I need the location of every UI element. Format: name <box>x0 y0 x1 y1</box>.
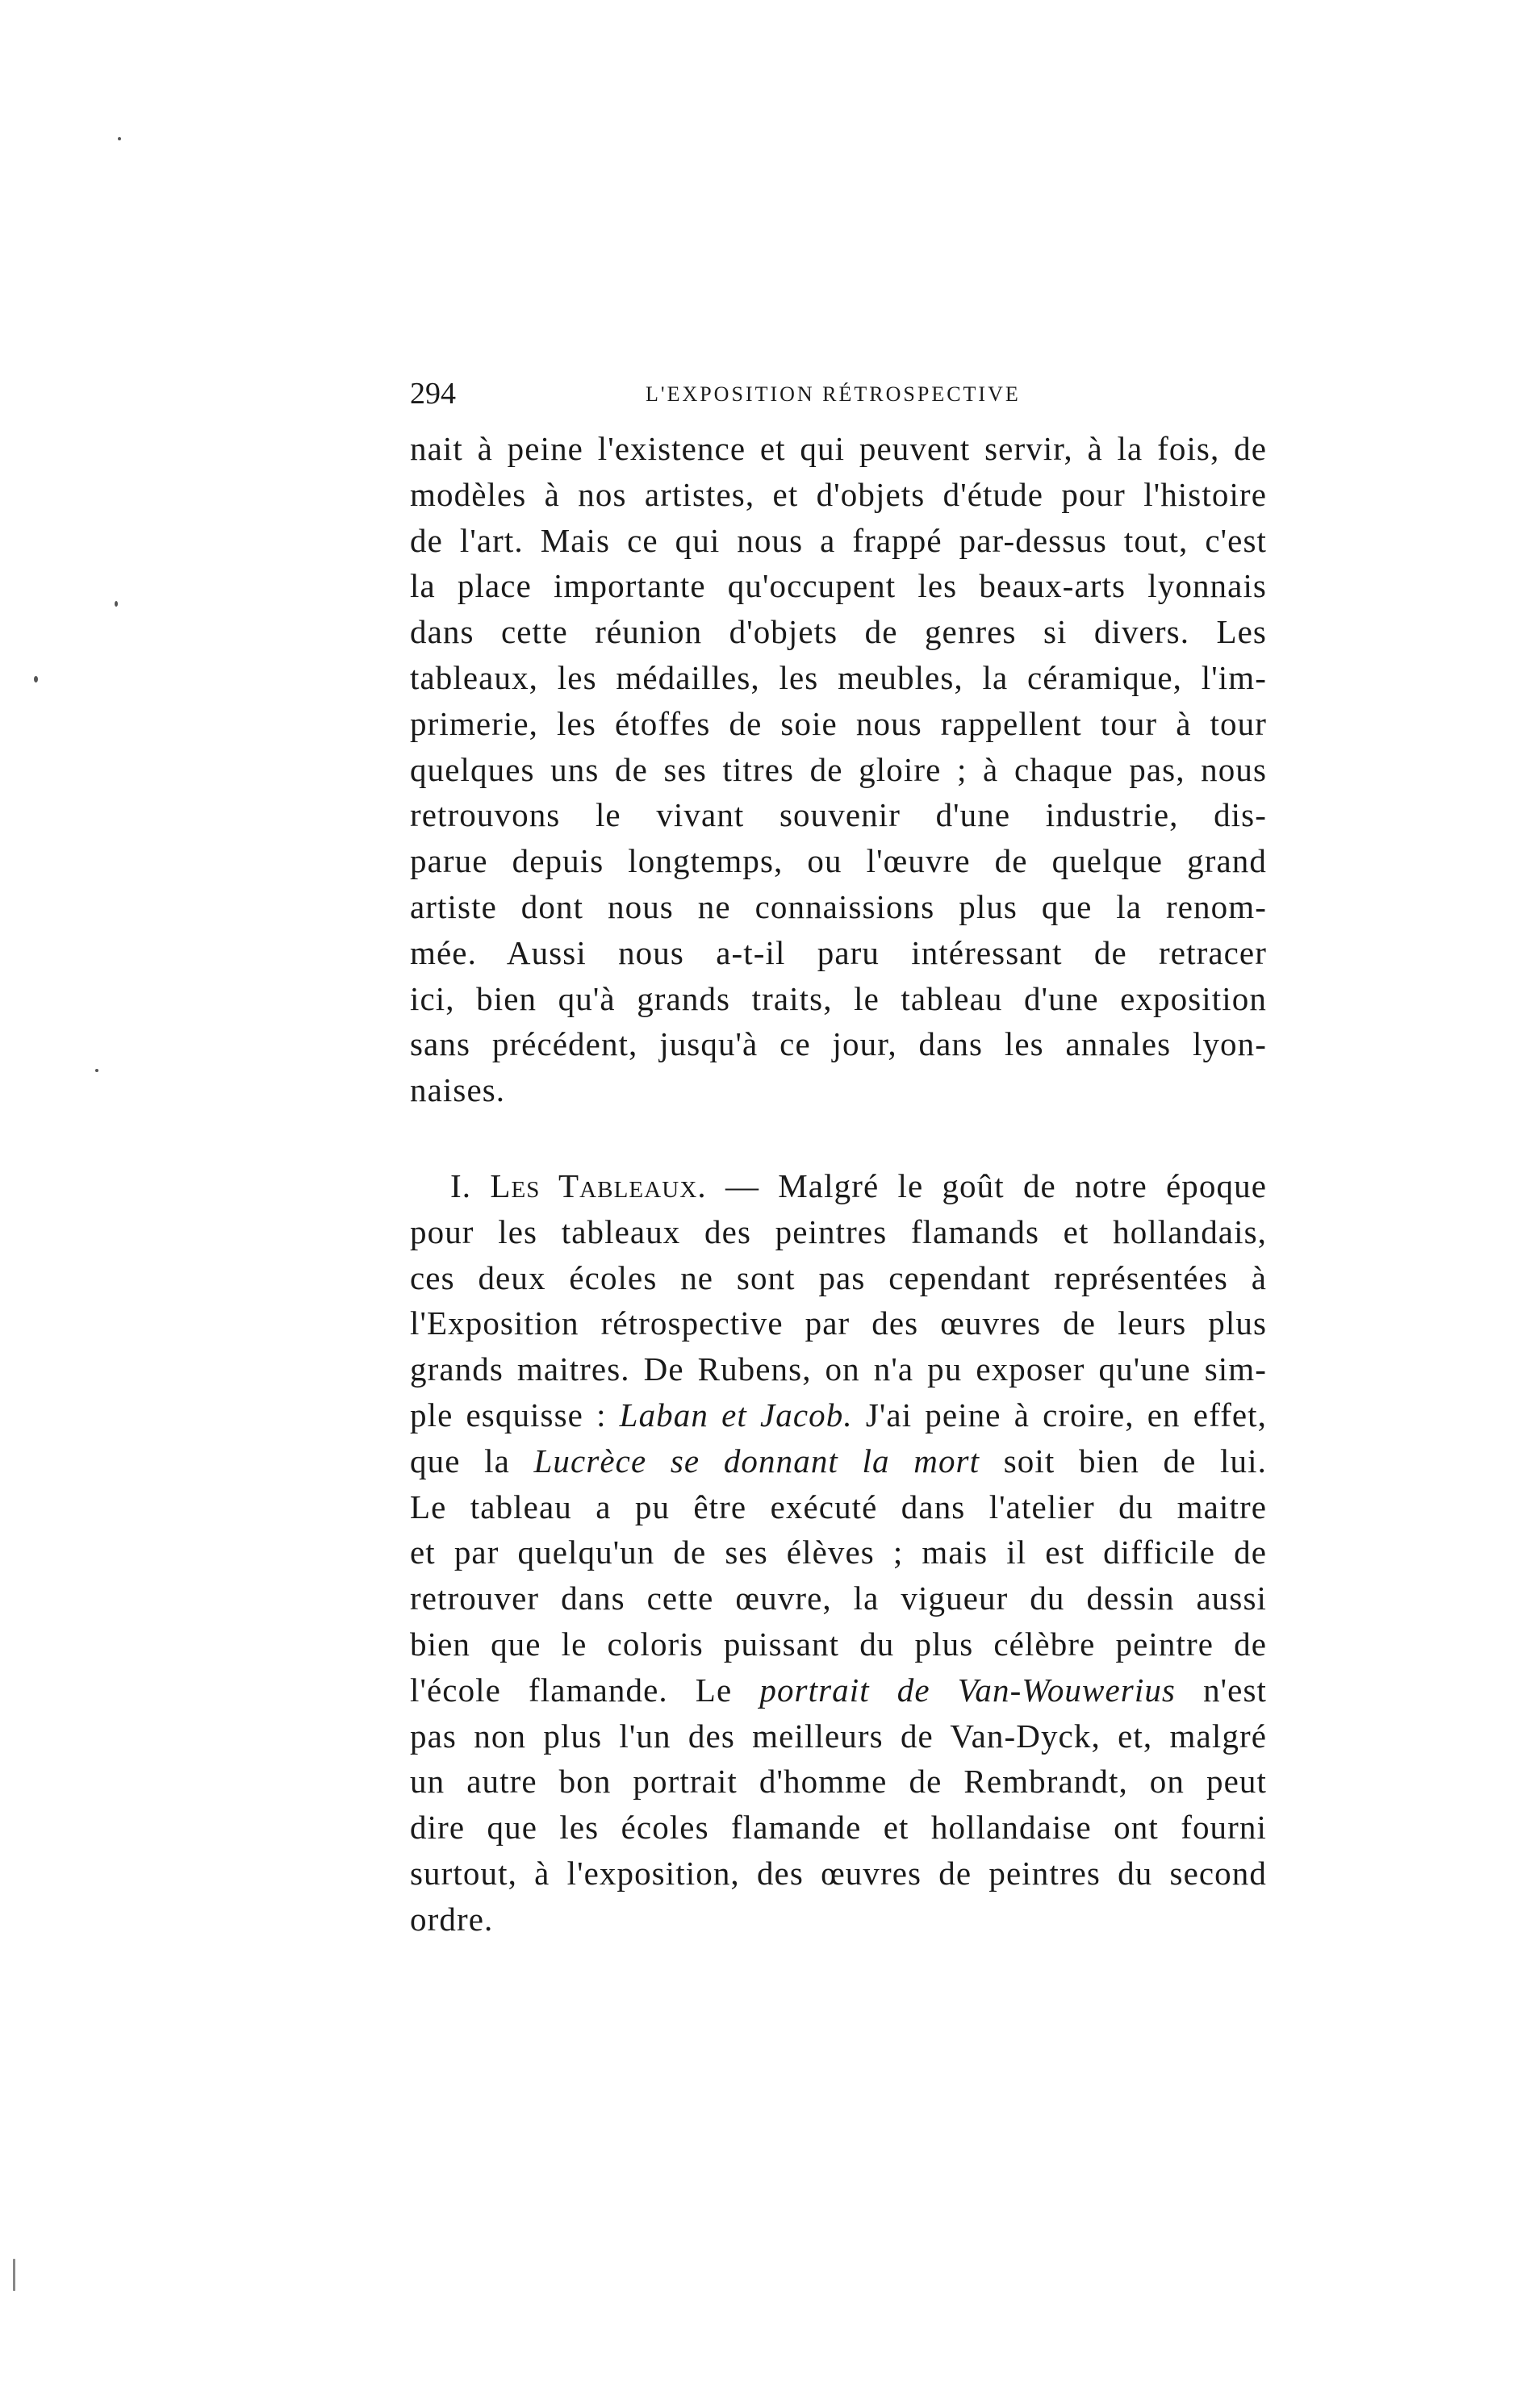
text-line: dire que les écoles flamande et hollandaise ont fourni <box>410 1809 1267 1847</box>
artwork-title: Laban et Jacob. <box>619 1396 853 1434</box>
text-line: et par quelqu'un de ses élèves ; mais il est difficile de <box>410 1534 1267 1571</box>
print-speck <box>118 137 121 140</box>
text-line: pas non plus l'un des meilleurs de Van-Dyck, et, malgré <box>410 1717 1267 1755</box>
text-segment: n'est <box>1175 1671 1267 1709</box>
text-line: la place importante qu'occupent les beaux-arts lyonnais <box>410 567 1267 605</box>
text-line <box>410 1667 1267 1713</box>
text-segment: soit bien de lui. <box>980 1442 1267 1479</box>
text-line: artiste dont nous ne connaissions plus que la renom- <box>410 887 1267 925</box>
text-line: modèles à nos artistes, et d'objets d'étude pour l'histoire <box>410 475 1267 513</box>
text-line <box>410 1438 1267 1484</box>
print-speck <box>34 676 38 682</box>
text-line: mée. Aussi nous a-t-il paru intéressant de retracer <box>410 933 1267 971</box>
text-line: naises. <box>410 1071 506 1109</box>
text-segment: J'ai peine à croire, en effet, <box>852 1396 1267 1434</box>
text-line: parue depuis longtemps, ou l'œuvre de quelque grand <box>410 842 1267 880</box>
text-segment: ple esquisse : <box>410 1396 620 1434</box>
text-line: de l'art. Mais ce qui nous a frappé par-dessus tout, c'est <box>410 521 1267 559</box>
text-line: surtout, à l'exposition, des œuvres de peintres du second <box>410 1854 1267 1892</box>
text-line: grands maitres. De Rubens, on n'a pu exposer qu'une sim- <box>410 1350 1267 1388</box>
section-title: Les Tableaux. <box>490 1166 707 1204</box>
section-number: I. <box>450 1166 472 1204</box>
text-line: Le tableau a pu être exécuté dans l'atelier du maitre <box>410 1488 1267 1525</box>
print-speck <box>95 1069 98 1072</box>
print-speck <box>115 601 118 607</box>
section-heading-line <box>410 1163 1267 1209</box>
text-segment: que la <box>410 1442 534 1479</box>
text-line: sans précédent, jusqu'à ce jour, dans les annales lyon- <box>410 1025 1267 1063</box>
text-line: l'Exposition rétrospective par des œuvres de leurs plus <box>410 1304 1267 1342</box>
text-line: un autre bon portrait d'homme de Rembrandt, on peut <box>410 1763 1267 1801</box>
page-header <box>410 376 1023 416</box>
text-line <box>410 1392 1267 1438</box>
text-line: retrouver dans cette œuvre, la vigueur du dessin aussi <box>410 1580 1267 1617</box>
text-segment: — Malgré le goût de notre époque <box>706 1166 1267 1204</box>
text-line: tableaux, les médailles, les meubles, la céramique, l'im- <box>410 658 1267 696</box>
body-text <box>410 426 1267 1943</box>
text-line: dans cette réunion d'objets de genres si divers. Les <box>410 613 1267 651</box>
running-title: L'EXPOSITION RÉTROSPECTIVE <box>646 382 1021 406</box>
page-number: 294 <box>410 377 456 411</box>
artwork-title: portrait de Van-Wouwerius <box>759 1671 1176 1709</box>
print-speck <box>13 2259 15 2291</box>
text-line: ces deux écoles ne sont pas cependant représentées à <box>410 1258 1267 1296</box>
artwork-title: Lucrèce se donnant la mort <box>533 1442 980 1479</box>
text-line: bien que le coloris puissant du plus célèbre peintre de <box>410 1625 1267 1663</box>
text-line: ici, bien qu'à grands traits, le tableau d'une exposition <box>410 979 1267 1017</box>
text-line: retrouvons le vivant souvenir d'une industrie, dis- <box>410 796 1267 834</box>
paragraph-gap <box>410 1113 1267 1163</box>
text-segment: l'école flamande. Le <box>410 1671 760 1709</box>
text-line: primerie, les étoffes de soie nous rappellent tour à tour <box>410 704 1267 742</box>
text-line: pour les tableaux des peintres flamands et hollandais, <box>410 1212 1267 1250</box>
text-line: nait à peine l'existence et qui peuvent servir, à la fois, de <box>410 430 1267 467</box>
text-line: quelques uns de ses titres de gloire ; à chaque pas, nous <box>410 750 1267 788</box>
text-line: ordre. <box>410 1900 494 1938</box>
